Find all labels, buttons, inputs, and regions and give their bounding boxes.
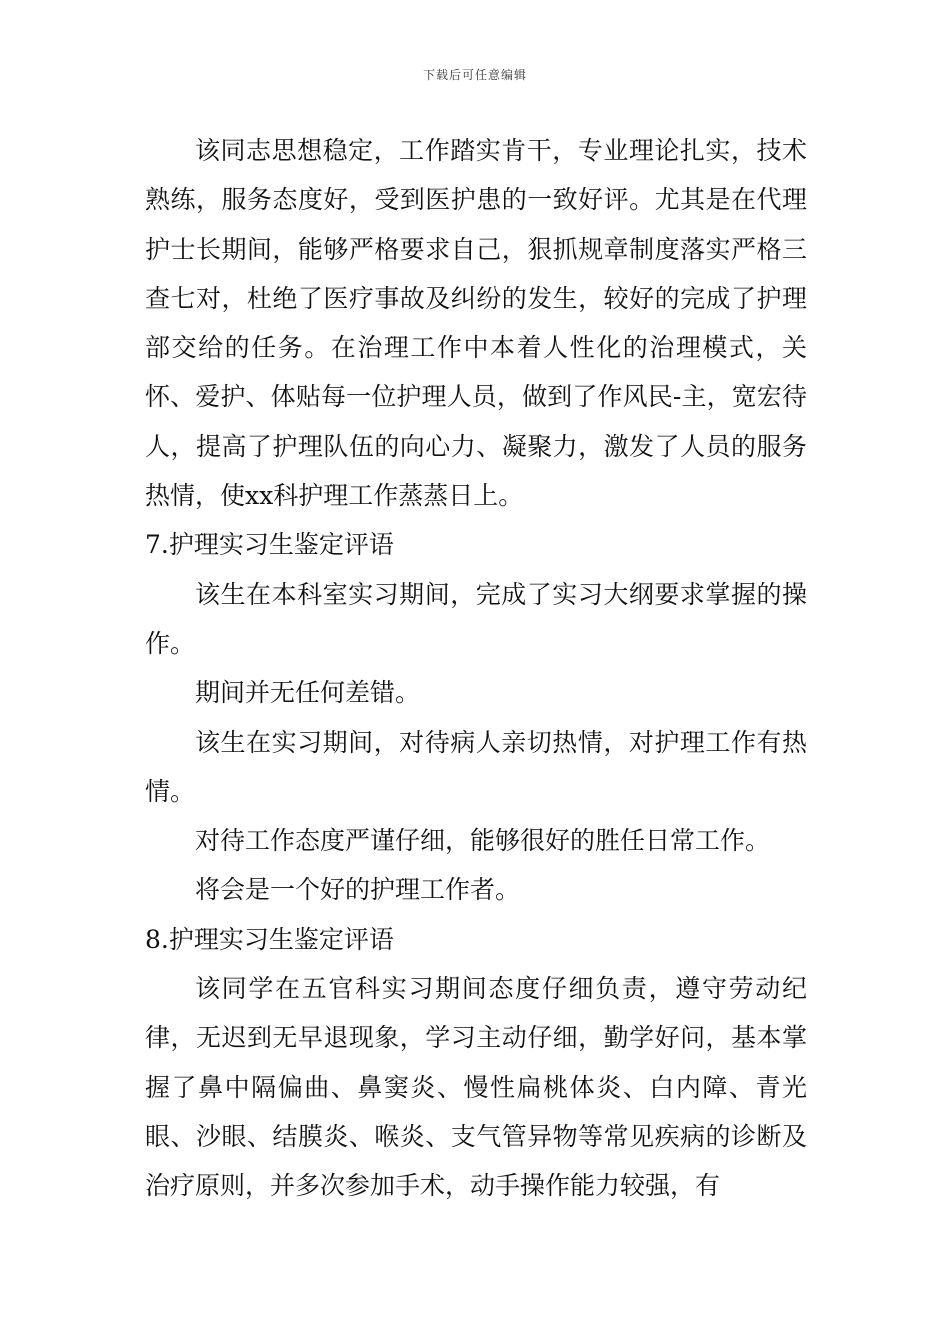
paragraph-7-4: 对待工作态度严谨仔细，能够很好的胜任日常工作。 bbox=[195, 826, 771, 856]
paragraph-8-1: 该同学在五官科实习期间态度仔细负责，遵守劳动纪律，无迟到无早退现象，学习主动仔细，勤学好问，基本掌握了鼻中隔偏曲、鼻窦炎、慢性扁桃体炎、白内障、青光眼、沙眼、结膜炎、喉炎、支气管异物等常见疾病的诊断及治疗原则，并多次参加手术，动手操作能力较强，有 bbox=[145, 974, 807, 1201]
paragraph-7-1: 该生在本科室实习期间，完成了实习大纲要求掌握的操作。 bbox=[145, 579, 807, 658]
section-heading-8: 8.护理实习生鉴定评语 bbox=[145, 924, 394, 954]
paragraph-7-3: 该生在实习期间，对待病人亲切热情，对护理工作有热情。 bbox=[145, 727, 807, 806]
document-body bbox=[145, 126, 807, 1211]
paragraph-evaluation-6: 该同志思想稳定，工作踏实肯干，专业理论扎实，技术熟练，服务态度好，受到医护患的一致好评。尤其是在代理护士长期间，能够严格要求自己，狠抓规章制度落实严格三查七对，杜绝了医疗事故及纠纷的发生，较好的完成了护理部交给的任务。在治理工作中本着人性化的治理模式，关怀、爱护、体贴每一位护理人员，做到了作风民-主，宽宏待人，提高了护理队伍的向心力、凝聚力，激发了人员的服务热情，使xx科护理工作蒸蒸日上。 bbox=[145, 136, 807, 511]
section-heading-7: 7.护理实习生鉴定评语 bbox=[145, 530, 394, 560]
paragraph-7-5: 将会是一个好的护理工作者。 bbox=[195, 875, 521, 905]
paragraph-7-2: 期间并无任何差错。 bbox=[195, 678, 421, 708]
header-note: 下载后可任意编辑 bbox=[422, 68, 527, 82]
